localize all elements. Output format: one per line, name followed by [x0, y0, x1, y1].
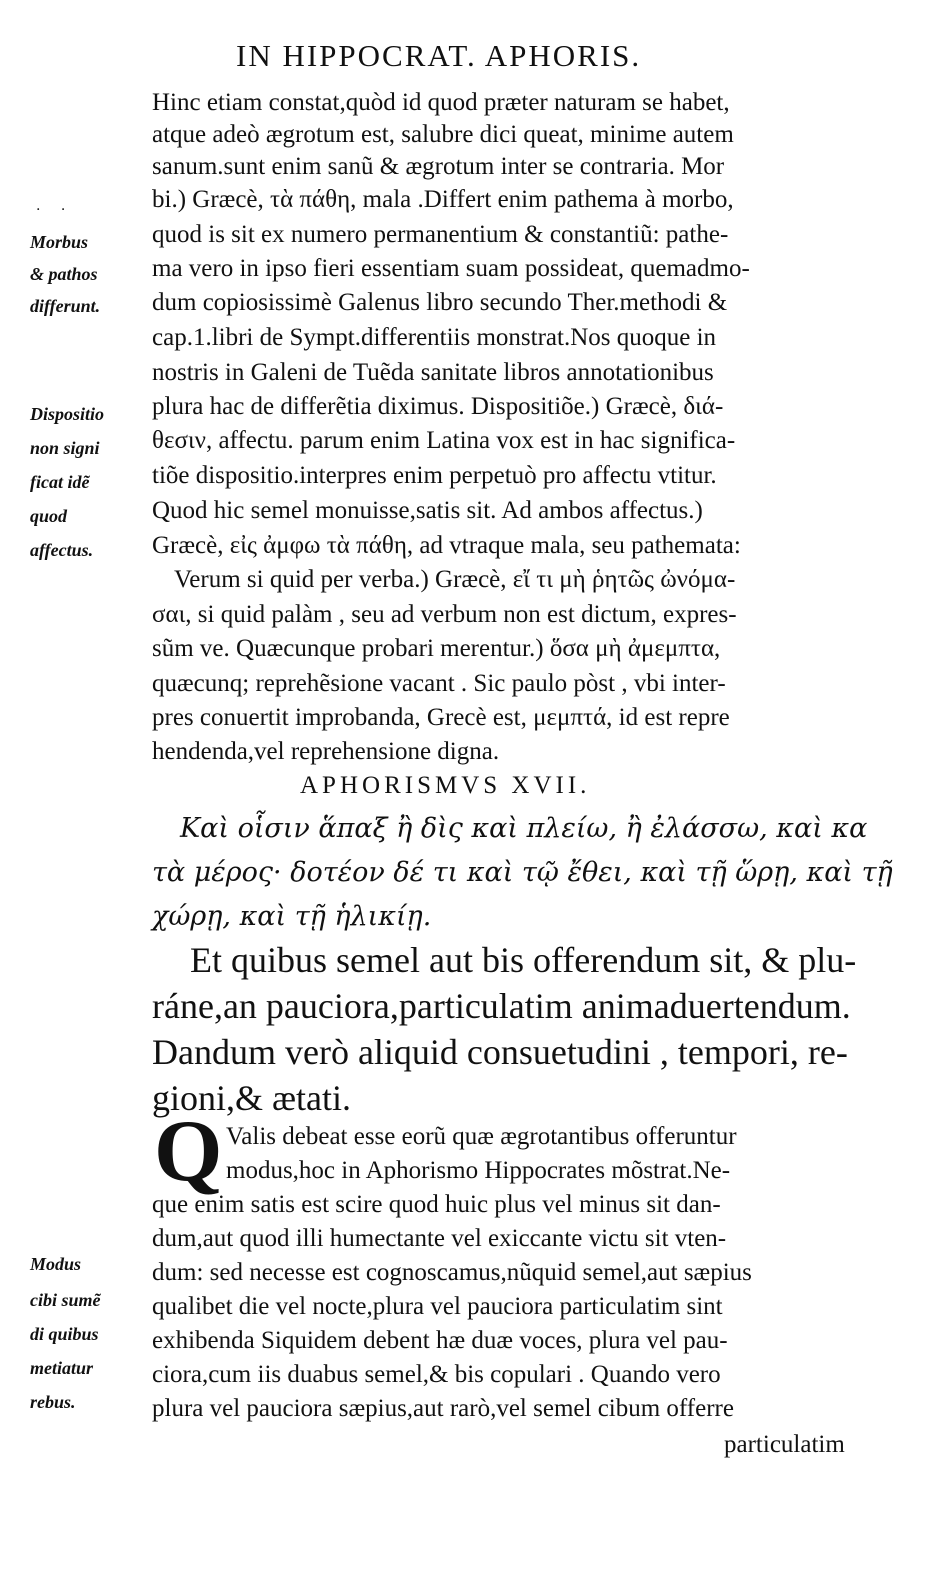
margin-note: di quibus — [30, 1324, 99, 1344]
commentary-line: atque adeò ægrotum est, salubre dici queat, minime autem — [152, 121, 734, 148]
margin-dots: . . — [36, 198, 74, 214]
margin-note: non signi — [30, 438, 100, 458]
latin-translation-line: Dandum verò aliquid consuetudini , tempori, re- — [152, 1032, 848, 1072]
greek-text-line: χώρῃ, καὶ τῇ ἡλικίῃ. — [152, 901, 432, 932]
commentary-line: dum,aut quod illi humectante vel exiccante victu sit vten- — [152, 1225, 727, 1252]
commentary-line: nostris in Galeni de Tuẽda sanitate libros annotationibus — [152, 359, 714, 386]
commentary-line: dum: sed necesse est cognoscamus,nũquid semel,aut sæpius — [152, 1259, 752, 1286]
commentary-line: σαι, si quid palàm , seu ad verbum non est dictum, expres- — [152, 601, 737, 628]
commentary-line: Quod hic semel monuisse,satis sit. Ad ambos affectus.) — [152, 497, 703, 524]
latin-translation-line: Et quibus semel aut bis offerendum sit, & plu- — [190, 940, 857, 980]
margin-note: metiatur — [30, 1358, 94, 1378]
commentary-line: qualibet die vel nocte,plura vel pauciora particulatim sint — [152, 1293, 723, 1320]
greek-text-line: τὰ μέρος· δοτέον δέ τι καὶ τῷ ἔθει, καὶ τῇ ὥρῃ, καὶ τῇ — [152, 857, 893, 888]
greek-text-line: Καὶ οἷσιν ἅπαξ ἢ δὶς καὶ πλείω, ἢ ἐλάσσω, καὶ κα — [180, 813, 868, 844]
commentary-line: Græcè, εἰς ἀμφω τὰ πάθη, ad vtraque mala, seu pathemata: — [152, 532, 741, 559]
margin-note: affectus. — [30, 540, 94, 560]
commentary-line: sũm ve. Quæcunque probari merentur.) ὅσα μὴ ἀμεμπτα, — [152, 635, 721, 662]
commentary-line: ciora,cum iis duabus semel,& bis copulari . Quando vero — [152, 1361, 721, 1388]
commentary-line: exhibenda Siquidem debent hæ duæ voces, plura vel pau- — [152, 1327, 728, 1354]
margin-note: rebus. — [30, 1392, 76, 1412]
commentary-line: modus,hoc in Aphorismo Hippocrates mõstrat.Ne- — [226, 1157, 731, 1184]
margin-note: & pathos — [30, 264, 98, 284]
running-header: IN HIPPOCRAT. APHORIS. — [236, 38, 642, 73]
commentary-line: cap.1.libri de Sympt.differentiis monstrat.Nos quoque in — [152, 324, 717, 351]
commentary-line: que enim satis est scire quod huic plus vel minus sit dan- — [152, 1191, 721, 1218]
margin-note: Modus — [30, 1254, 82, 1274]
commentary-line: plura hac de differẽtia diximus. Dispositiõe.) Græcè, διά- — [152, 393, 724, 420]
commentary-line: quod is sit ex numero permanentium & constantiũ: pathe- — [152, 221, 729, 248]
margin-note: cibi sumẽ — [30, 1290, 101, 1310]
commentary-line: sanum.sunt enim sanũ & ægrotum inter se contraria. Mor — [152, 153, 725, 180]
commentary-line: ma vero in ipso fieri essentiam suam possideat, quemadmo- — [152, 255, 750, 282]
commentary-line: Hinc etiam constat,quòd id quod præter naturam se habet, — [152, 89, 730, 116]
commentary-line: hendenda,vel reprehensione digna. — [152, 738, 500, 765]
commentary-line: quæcunq; reprehẽsione vacant . Sic paulo pòst , vbi inter- — [152, 670, 726, 697]
aphorism-heading: APHORISMVS XVII. — [300, 772, 591, 799]
commentary-line: bi.) Græcè, τὰ πάθη, mala .Differt enim pathema à morbo, — [152, 186, 734, 213]
commentary-line: θεσιν, affectu. parum enim Latina vox est in hac significa- — [152, 427, 736, 454]
margin-note: ficat idẽ — [30, 472, 90, 492]
margin-note: differunt. — [30, 296, 101, 316]
latin-translation-line: gioni,& ætati. — [152, 1078, 352, 1118]
margin-note: Dispositio — [30, 404, 105, 424]
commentary-line: pres conuertit improbanda, Grecè est, μεμπτά, id est repre — [152, 704, 730, 731]
commentary-line: Verum si quid per verba.) Græcè, εἴ τι μὴ ῥητῶς ὠνόμα- — [174, 566, 736, 593]
catchword: particulatim — [724, 1431, 845, 1458]
margin-note: Morbus — [30, 232, 89, 252]
drop-cap: Q — [154, 1103, 223, 1200]
margin-note: quod — [30, 506, 68, 526]
commentary-line: dum copiosissimè Galenus libro secundo Ther.methodi & — [152, 289, 728, 316]
commentary-line: tiõe dispositio.interpres enim perpetuò pro affectu vtitur. — [152, 462, 717, 489]
commentary-line: Valis debeat esse eorũ quæ ægrotantibus offeruntur — [226, 1123, 737, 1150]
commentary-line: plura vel pauciora sæpius,aut rarò,vel semel cibum offerre — [152, 1395, 734, 1422]
latin-translation-line: ráne,an pauciora,particulatim animaduertendum. — [152, 986, 851, 1026]
